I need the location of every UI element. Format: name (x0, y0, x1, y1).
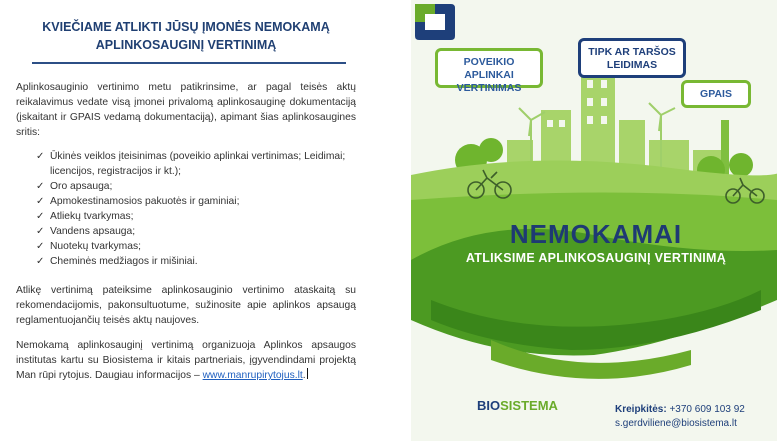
list-item: ✓ Nuotekų tvarkymas; (36, 241, 141, 252)
check-icon: ✓ (36, 196, 45, 207)
list-item: ✓ Cheminės medžiagos ir mišiniai. (36, 256, 198, 267)
check-icon: ✓ (36, 241, 45, 252)
check-icon: ✓ (36, 181, 45, 192)
headline-free: NEMOKAMAI (509, 219, 683, 249)
list-item: ✓ Oro apsauga; (36, 181, 113, 192)
email-address[interactable]: s.gerdviliene@biosistema.lt (615, 418, 737, 429)
speech-bubble-impact-assessment: POVEIKIO APLINKAI VERTINIMAS (435, 48, 543, 88)
brand-name: BIOSISTEMA (477, 398, 558, 413)
check-icon: ✓ (36, 226, 45, 237)
phone-number[interactable]: +370 609 103 92 (669, 404, 745, 415)
check-icon: ✓ (36, 151, 45, 162)
speech-bubble-gpais: GPAIS (681, 80, 751, 108)
check-icon: ✓ (36, 211, 45, 222)
areas-list (36, 149, 356, 269)
project-link[interactable]: www.manrupirytojus.lt (202, 370, 303, 381)
text-cursor (307, 368, 308, 379)
title-divider (32, 62, 346, 64)
result-paragraph: Atlikę vertinimą pateiksime aplinkosauginio vertinimo ataskaitą su rekomendacijomis, pakonsultuotume, sužinosite apie aplinkos apsaugą reglamentuojančių teisės aktų naujoves. (16, 285, 356, 326)
check-icon: ✓ (36, 256, 45, 267)
list-item: ✓ Ūkinės veiklos įteisinimas (poveikio aplinkai vertinimas; Leidimai; licencijos, registracijos ir kt.); (36, 151, 346, 177)
contact-block: Kreipkitės: +370 609 103 92 s.gerdviliene@biosistema.lt (615, 404, 745, 429)
organizer-paragraph: Nemokamą aplinkosauginį vertinimą organizuoja Aplinkos apsaugos institutas kartu su Biosistema ir kitais partneriais, įgyvendindami projektą Man rūpi rytojus. Daugiau informacijos – www.manrupirytojus.lt. (16, 340, 356, 381)
list-item: ✓ Atliekų tvarkymas; (36, 211, 134, 222)
page-title: KVIEČIAME ATLIKTI JŪSŲ ĮMONĖS NEMOKAMĄ APLINKOSAUGINĮ VERTINIMĄ (42, 20, 330, 52)
promo-poster (411, 0, 777, 441)
list-item: ✓ Vandens apsauga; (36, 226, 136, 237)
biosistema-logo-icon (411, 0, 459, 44)
info-column (0, 0, 370, 441)
intro-paragraph: Aplinkosauginio vertinimo metu patikrinsime, ar pagal teisės aktų reikalavimus vedate visą įmonei privalomą aplinkosauginę dokumentaciją (įskaitant ir GPAIS vedamą dokumentaciją), apimant šias aplinkosaugines sritis: (16, 82, 356, 138)
speech-bubble-permit: TIPK AR TARŠOS LEIDIMAS (578, 38, 686, 78)
list-item: ✓ Apmokestinamosios pakuotės ir gaminiai; (36, 196, 240, 207)
subheadline: ATLIKSIME APLINKOSAUGINĮ VERTINIMĄ (465, 251, 727, 265)
